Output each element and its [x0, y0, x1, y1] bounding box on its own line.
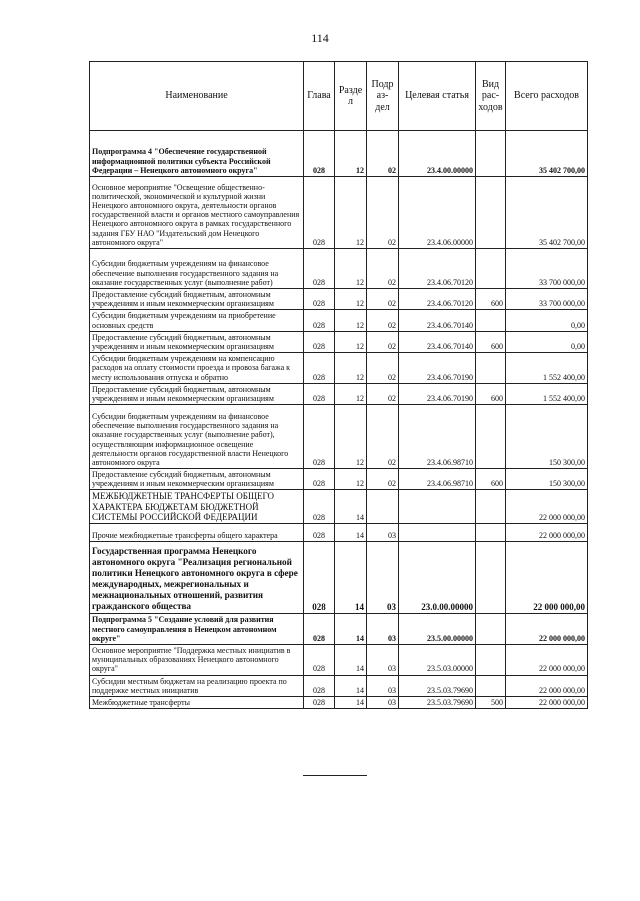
table-row: [90, 614, 588, 645]
cell-razdel: 14: [335, 524, 367, 542]
cell-total: 22 000 000,00: [506, 614, 588, 645]
cell-total: 22 000 000,00: [506, 696, 588, 708]
col-header-vid: Вид рас- ходов: [476, 62, 506, 131]
cell-razdel: 12: [335, 289, 367, 310]
cell-name: Межбюджетные трансферты: [90, 696, 304, 708]
cell-podrazdel: 03: [367, 524, 399, 542]
cell-razdel: 14: [335, 614, 367, 645]
col-header-glava: Глава: [304, 62, 335, 131]
cell-name: МЕЖБЮДЖЕТНЫЕ ТРАНСФЕРТЫ ОБЩЕГО ХАРАКТЕРА БЮДЖЕТАМ БЮДЖЕТНОЙ СИСТЕМЫ РОССИЙСКОЙ ФЕДЕРАЦИИ: [90, 490, 304, 524]
page-number: 114: [311, 31, 329, 45]
cell-vid: [476, 675, 506, 696]
cell-podrazdel: 03: [367, 675, 399, 696]
cell-name: Основное мероприятие "Поддержка местных инициатив в муниципальных образованиях Ненецкого автономного округа": [90, 645, 304, 676]
cell-total: 1 552 400,00: [506, 353, 588, 384]
col-header-podrazdel: Подр аз- дел: [367, 62, 399, 131]
cell-podrazdel: 03: [367, 696, 399, 708]
header-row: [90, 62, 588, 131]
cell-target: 23.5.03.79690: [399, 675, 476, 696]
footer-divider: [303, 775, 367, 776]
table-row: [90, 405, 588, 469]
cell-vid: 500: [476, 696, 506, 708]
cell-total: 22 000 000,00: [506, 542, 588, 614]
cell-razdel: 12: [335, 383, 367, 404]
cell-podrazdel: 02: [367, 177, 399, 249]
table-row: [90, 524, 588, 542]
cell-target: 23.5.03.79690: [399, 696, 476, 708]
cell-vid: [476, 353, 506, 384]
col-header-razdel: Разде л: [335, 62, 367, 131]
table-row: [90, 696, 588, 708]
cell-razdel: 12: [335, 131, 367, 177]
cell-total: 22 000 000,00: [506, 675, 588, 696]
cell-target: 23.4.06.98710: [399, 405, 476, 469]
cell-glava: 028: [304, 131, 335, 177]
table-row: [90, 310, 588, 331]
cell-name: Субсидии бюджетным учреждениям на финансовое обеспечение выполнения государственного задания на оказание государственных услуг (выполнение работ): [90, 249, 304, 289]
cell-name: Предоставление субсидий бюджетным, автономным учреждениям и иным некоммерческим организациям: [90, 383, 304, 404]
cell-name: Предоставление субсидий бюджетным, автономным учреждениям и иным некоммерческим организациям: [90, 289, 304, 310]
cell-target: [399, 490, 476, 524]
cell-total: 1 552 400,00: [506, 383, 588, 404]
cell-name: Субсидии бюджетным учреждениям на компенсацию расходов на оплату стоимости проезда и провоза багажа к месту использования отпуска и обратно: [90, 353, 304, 384]
cell-podrazdel: 02: [367, 131, 399, 177]
cell-glava: 028: [304, 696, 335, 708]
cell-name: Предоставление субсидий бюджетным, автономным учреждениям и иным некоммерческим организациям: [90, 469, 304, 490]
cell-vid: [476, 177, 506, 249]
cell-vid: [476, 131, 506, 177]
cell-vid: 600: [476, 383, 506, 404]
cell-target: 23.4.06.70120: [399, 289, 476, 310]
cell-total: 0,00: [506, 310, 588, 331]
cell-name: Субсидии бюджетным учреждениям на финансовое обеспечение выполнения государственного задания на оказание государственных услуг (выполнение работ), осуществляющим информационное освещение деятельности органов государственной власти Ненецкого автономного округа: [90, 405, 304, 469]
table-row: [90, 675, 588, 696]
cell-vid: [476, 249, 506, 289]
cell-podrazdel: 02: [367, 353, 399, 384]
cell-vid: [476, 490, 506, 524]
cell-podrazdel: 02: [367, 249, 399, 289]
cell-target: 23.4.06.98710: [399, 469, 476, 490]
cell-glava: 028: [304, 310, 335, 331]
cell-glava: 028: [304, 405, 335, 469]
cell-podrazdel: 03: [367, 614, 399, 645]
cell-razdel: 14: [335, 542, 367, 614]
cell-razdel: 12: [335, 310, 367, 331]
cell-target: [399, 524, 476, 542]
cell-total: 35 402 700,00: [506, 131, 588, 177]
cell-razdel: 14: [335, 696, 367, 708]
cell-podrazdel: 02: [367, 405, 399, 469]
cell-total: 22 000 000,00: [506, 524, 588, 542]
cell-glava: 028: [304, 383, 335, 404]
table-row: [90, 542, 588, 614]
table-row: [90, 249, 588, 289]
cell-target: 23.4.06.70140: [399, 310, 476, 331]
cell-razdel: 14: [335, 675, 367, 696]
cell-name: Подпрограмма 5 "Создание условий для развития местного самоуправления в Ненецком автономном округе": [90, 614, 304, 645]
cell-glava: 028: [304, 249, 335, 289]
cell-name: Субсидии местным бюджетам на реализацию проекта по поддержке местных инициатив: [90, 675, 304, 696]
cell-podrazdel: 02: [367, 331, 399, 352]
col-header-total: Всего расходов: [506, 62, 588, 131]
cell-vid: 600: [476, 469, 506, 490]
table-row: [90, 645, 588, 676]
table-row: [90, 469, 588, 490]
cell-glava: 028: [304, 353, 335, 384]
cell-glava: 028: [304, 331, 335, 352]
cell-razdel: 12: [335, 469, 367, 490]
cell-podrazdel: 03: [367, 542, 399, 614]
table-row: [90, 177, 588, 249]
col-header-target: Целевая статья: [399, 62, 476, 131]
cell-podrazdel: 02: [367, 310, 399, 331]
cell-podrazdel: 03: [367, 645, 399, 676]
cell-name: Прочие межбюджетные трансферты общего характера: [90, 524, 304, 542]
cell-razdel: 12: [335, 353, 367, 384]
table-row: [90, 131, 588, 177]
cell-target: 23.4.06.70120: [399, 249, 476, 289]
cell-target: 23.4.06.70190: [399, 383, 476, 404]
cell-vid: [476, 645, 506, 676]
cell-podrazdel: 02: [367, 469, 399, 490]
cell-razdel: 12: [335, 405, 367, 469]
cell-vid: [476, 310, 506, 331]
cell-podrazdel: [367, 490, 399, 524]
cell-glava: 028: [304, 289, 335, 310]
cell-name: Предоставление субсидий бюджетным, автономным учреждениям и иным некоммерческим организациям: [90, 331, 304, 352]
cell-total: 150 300,00: [506, 405, 588, 469]
cell-total: 35 402 700,00: [506, 177, 588, 249]
cell-razdel: 12: [335, 177, 367, 249]
cell-total: 0,00: [506, 331, 588, 352]
cell-vid: [476, 524, 506, 542]
cell-name: Основное мероприятие "Освещение общественно-политической, экономической и культурной жизни Ненецкого автономного округа, деятельности органов государственной власти и органов местного самоуправления Ненецкого автономного округа в рамках государственного задания ГБУ НАО "Издательский дом Ненецкого автономного округа": [90, 177, 304, 249]
cell-name: Подпрограмма 4 "Обеспечение государственной информационной политики субъекта Российской Федерации – Ненецкого автономного округа": [90, 131, 304, 177]
cell-name: Государственная программа Ненецкого автономного округа "Реализация региональной политики Ненецкого автономного округа в сфере международных, межрегиональных и межнациональных отношений, развития гражданского общества: [90, 542, 304, 614]
cell-total: 150 300,00: [506, 469, 588, 490]
table-row: [90, 383, 588, 404]
cell-glava: 028: [304, 675, 335, 696]
cell-razdel: 14: [335, 645, 367, 676]
cell-glava: 028: [304, 490, 335, 524]
cell-glava: 028: [304, 524, 335, 542]
col-header-name: Наименование: [90, 62, 304, 131]
table-row: [90, 490, 588, 524]
cell-target: 23.4.06.00000: [399, 177, 476, 249]
cell-target: 23.4.06.70190: [399, 353, 476, 384]
cell-razdel: 12: [335, 331, 367, 352]
cell-target: 23.4.00.00000: [399, 131, 476, 177]
cell-podrazdel: 02: [367, 289, 399, 310]
cell-vid: 600: [476, 331, 506, 352]
cell-total: 22 000 000,00: [506, 645, 588, 676]
cell-total: 33 700 000,00: [506, 249, 588, 289]
cell-vid: [476, 405, 506, 469]
cell-target: 23.4.06.70140: [399, 331, 476, 352]
cell-target: 23.5.00.00000: [399, 614, 476, 645]
cell-glava: 028: [304, 614, 335, 645]
cell-target: 23.5.03.00000: [399, 645, 476, 676]
budget-table: [89, 61, 588, 709]
cell-total: 33 700 000,00: [506, 289, 588, 310]
cell-podrazdel: 02: [367, 383, 399, 404]
cell-razdel: 14: [335, 490, 367, 524]
cell-vid: [476, 614, 506, 645]
table-row: [90, 331, 588, 352]
cell-glava: 028: [304, 469, 335, 490]
cell-glava: 028: [304, 542, 335, 614]
cell-target: 23.0.00.00000: [399, 542, 476, 614]
cell-total: 22 000 000,00: [506, 490, 588, 524]
table-row: [90, 289, 588, 310]
cell-glava: 028: [304, 177, 335, 249]
table-row: [90, 353, 588, 384]
cell-vid: 600: [476, 289, 506, 310]
cell-razdel: 12: [335, 249, 367, 289]
cell-glava: 028: [304, 645, 335, 676]
cell-vid: [476, 542, 506, 614]
cell-name: Субсидии бюджетным учреждениям на приобретение основных средств: [90, 310, 304, 331]
